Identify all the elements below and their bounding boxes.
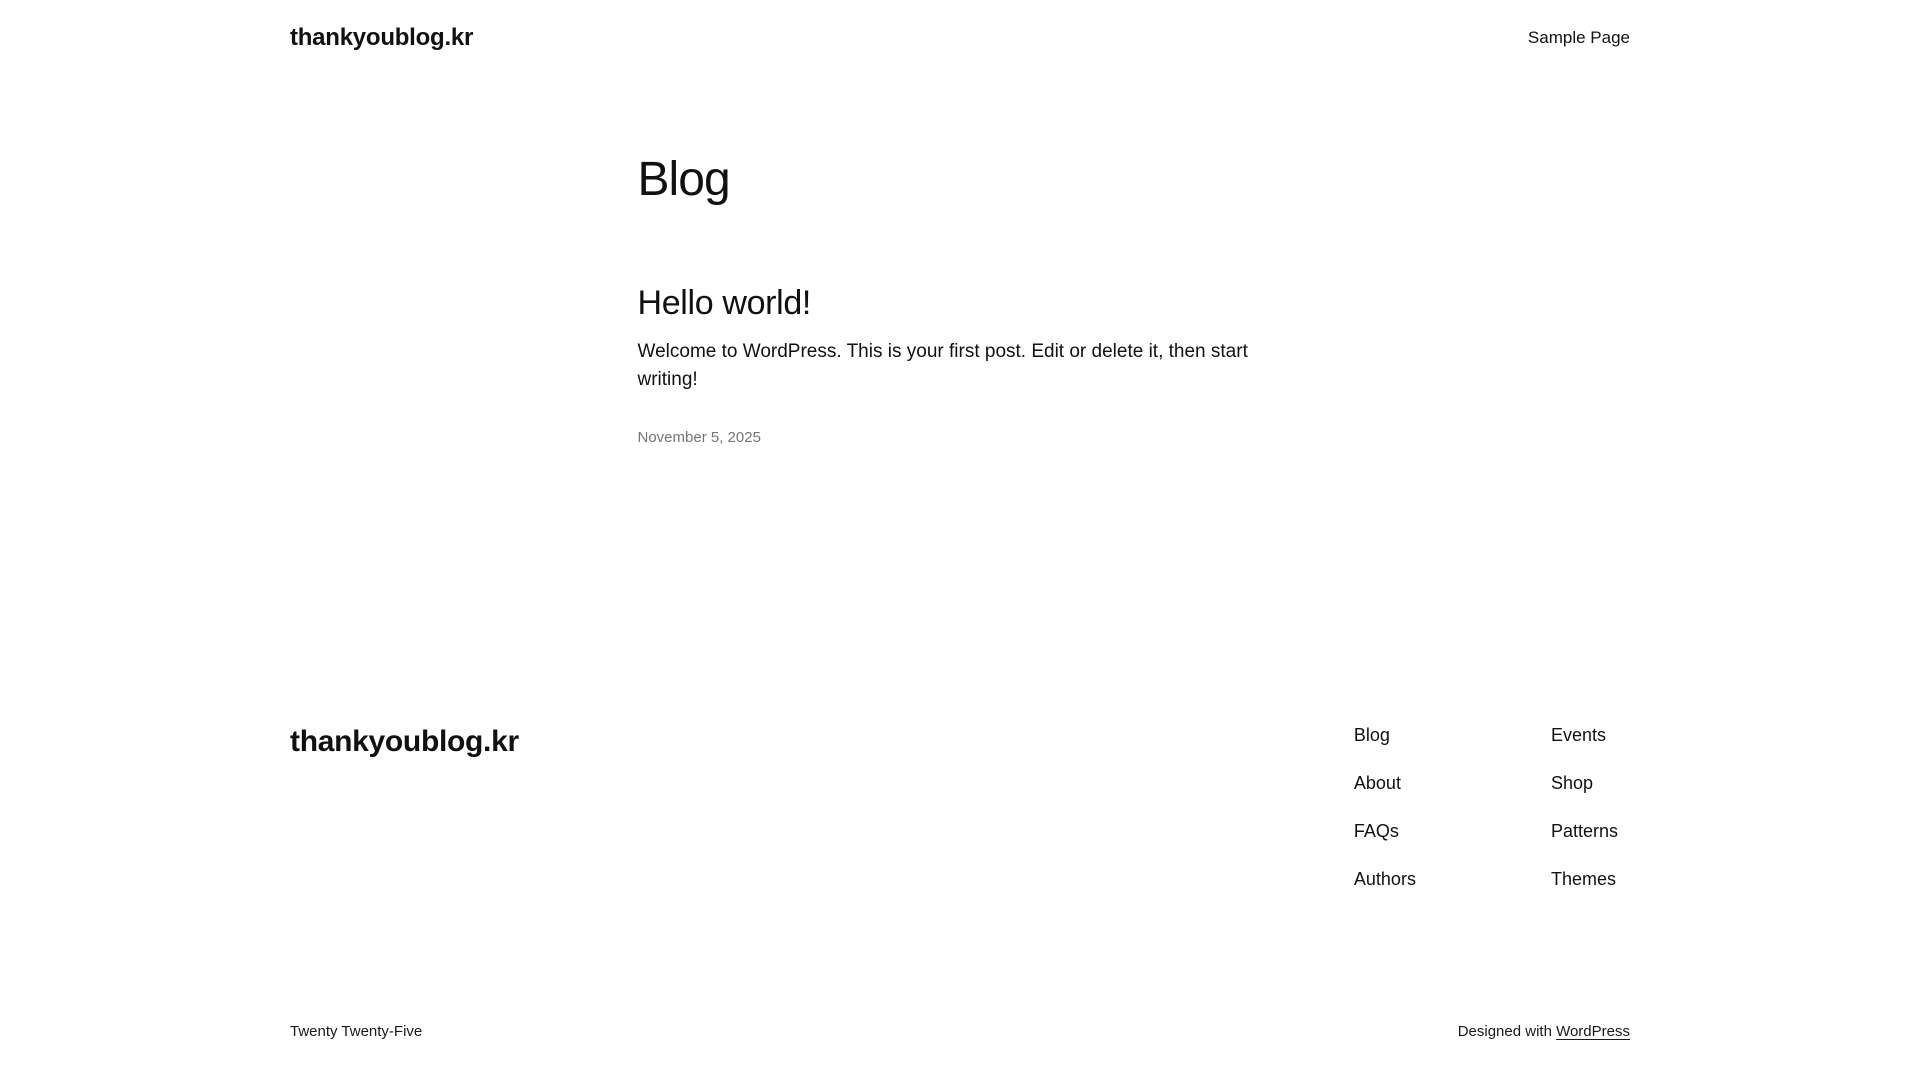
header-site-title-link[interactable]: thankyoublog.kr [290,24,474,51]
post-title [638,283,1283,324]
footer-link-themes[interactable]: Themes [1550,869,1616,889]
post-excerpt: Welcome to WordPress. This is your first post. Edit or delete it, then start writing! [637,340,1248,391]
footer-nav-column-2 [1551,725,1618,890]
main-content [0,76,1920,665]
post-date: November 5, 2025 [637,428,761,446]
footer-site-title-link[interactable]: thankyoublog.kr [290,725,519,758]
footer-link-about[interactable]: About [1353,773,1401,793]
footer-credit [1458,1023,1630,1040]
footer-link-patterns[interactable]: Patterns [1550,821,1618,841]
theme-name-text: Twenty Twenty-Five [290,1023,423,1040]
post-title-link[interactable]: Hello world! [637,284,812,323]
page-title: Blog [637,153,730,206]
footer-link-blog[interactable]: Blog [1353,725,1390,745]
credit-prefix-text: Designed with [1457,1023,1557,1040]
wordpress-link[interactable]: WordPress [1556,1023,1630,1040]
nav-link-sample-page[interactable]: Sample Page [1527,28,1630,47]
site-header [0,0,1920,76]
footer-link-events[interactable]: Events [1550,725,1606,745]
post-item [638,283,1283,446]
footer-link-authors[interactable]: Authors [1353,869,1416,889]
footer-nav [1354,725,1630,890]
footer-nav-column-1 [1354,725,1416,890]
site-footer [0,665,1920,1080]
footer-link-shop[interactable]: Shop [1550,773,1593,793]
footer-link-faqs[interactable]: FAQs [1353,821,1399,841]
header-nav [1528,28,1630,48]
